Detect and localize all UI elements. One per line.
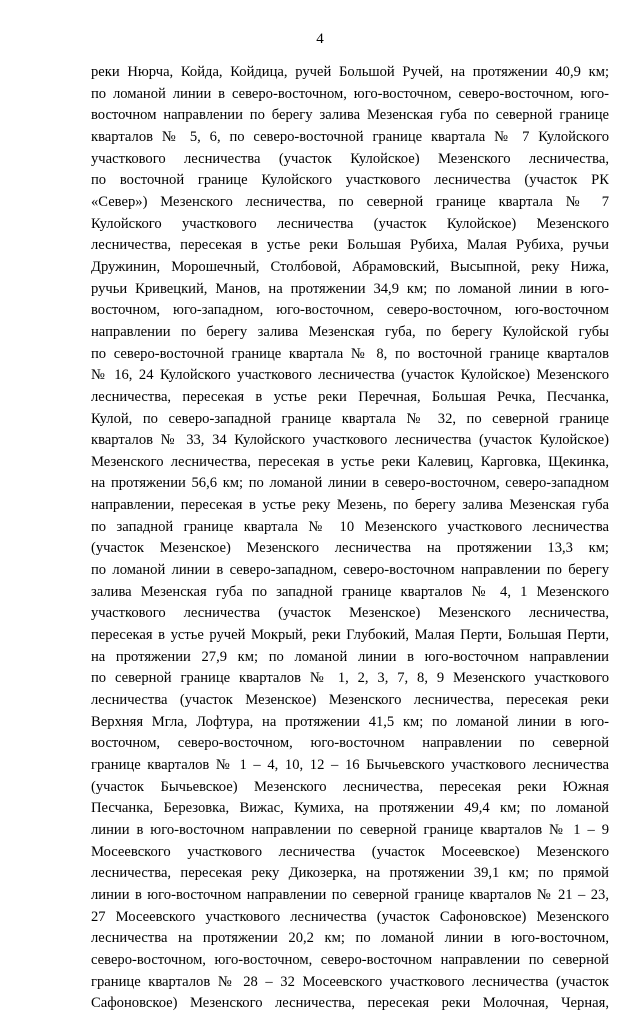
text-line: «Север») Мезенского лесничества, по северной границе квартала № 7: [91, 193, 609, 210]
text-line: лесничества, пересекая реку Дикозерка, на протяжении 39,1 км; по прямой: [91, 865, 609, 882]
text-line: участкового лесничества (участок Мезенское) Мезенского лесничества,: [91, 605, 609, 622]
text-line: ручьи Кривецкий, Манов, на протяжении 34,9 км; по ломаной линии в юго-: [91, 280, 609, 297]
text-line: по западной границе квартала № 10 Мезенского участкового лесничества: [91, 518, 609, 535]
text-line: линии в юго-восточном направлении по северной границе кварталов № 21 – 23,: [91, 886, 609, 903]
text-line: реки Нюрча, Койда, Койдица, ручей Большой Ручей, на протяжении 40,9 км;: [91, 64, 609, 80]
text-line: восточном, северо-восточном, юго-восточном направлении по северной: [91, 735, 609, 752]
text-line: № 16, 24 Кулойского участкового лесничества (участок Кулойское) Мезенского: [91, 367, 609, 384]
text-line: Мосеевского участкового лесничества (участок Мосеевское) Мезенского: [91, 843, 609, 860]
text-line: лесничества, пересекая в устье реки Большая Рубиха, Малая Рубиха, ручьи: [91, 237, 609, 254]
text-line: кварталов № 33, 34 Кулойского участкового лесничества (участок Кулойское): [91, 432, 609, 449]
text-line: кварталов № 5, 6, по северо-восточной границе квартала № 7 Кулойского: [91, 128, 609, 145]
text-line: лесничества, пересекая в устье реки Перечная, Большая Речка, Песчанка,: [91, 388, 609, 405]
text-line: северо-восточном, юго-восточном, северо-восточном направлении по северной: [91, 951, 609, 968]
body-text: [91, 62, 609, 1015]
text-line: по северо-восточной границе квартала № 8, по восточной границе кварталов: [91, 345, 609, 362]
text-line: по восточной границе Кулойского участкового лесничества (участок РК: [91, 172, 609, 189]
text-line: залива Мезенская губа по западной границе кварталов № 4, 1 Мезенского: [91, 583, 609, 600]
text-line: линии в юго-восточном направлении по северной границе кварталов № 1 – 9: [91, 821, 609, 838]
text-line: на протяжении 56,6 км; по ломаной линии в северо-восточном, северо-западном: [91, 475, 609, 492]
text-line: на протяжении 27,9 км; по ломаной линии в юго-восточном направлении: [91, 648, 609, 665]
text-line: по ломаной линии в северо-восточном, юго-восточном, северо-восточном, юго-: [91, 85, 609, 102]
text-line: Мезенского лесничества, пересекая в устье реки Калевиц, Карговка, Щекинка,: [91, 453, 609, 470]
text-line: Сафоновское) Мезенского лесничества, пересекая реки Молочная, Черная,: [91, 995, 609, 1012]
text-line: направлении, пересекая в устье реку Мезень, по берегу залива Мезенская губа: [91, 497, 609, 514]
text-line: лесничества (участок Мезенское) Мезенского лесничества, пересекая реки: [91, 692, 609, 709]
text-line: участкового лесничества (участок Кулойское) Мезенского лесничества,: [91, 150, 609, 167]
text-line: по северной границе кварталов № 1, 2, 3, 7, 8, 9 Мезенского участкового: [91, 670, 609, 687]
text-line: лесничества на протяжении 20,2 км; по ломаной линии в юго-восточном,: [91, 930, 609, 947]
text-line: Дружинин, Морошечный, Столбовой, Абрамовский, Высыпной, реку Нижа,: [91, 258, 609, 275]
page-number: 4: [316, 31, 324, 47]
text-line: (участок Мезенское) Мезенского лесничества на протяжении 13,3 км;: [91, 540, 609, 557]
text-line: по ломаной линии в северо-западном, северо-восточном направлении по берегу: [91, 562, 609, 579]
text-line: (участок Бычьевское) Мезенского лесничества, пересекая реки Южная: [91, 778, 609, 795]
text-line: Верхняя Мгла, Лофтура, на протяжении 41,5 км; по ломаной линии в юго-: [91, 713, 609, 730]
text-line: Кулойского участкового лесничества (участок Кулойское) Мезенского: [91, 215, 609, 232]
text-line: пересекая в устье ручей Мокрый, реки Глубокий, Малая Перти, Большая Перти,: [91, 627, 609, 644]
text-line: направлении по берегу залива Мезенская губа, по берегу Кулойской губы: [91, 323, 609, 340]
text-line: границе кварталов № 1 – 4, 10, 12 – 16 Бычьевского участкового лесничества: [91, 757, 609, 773]
text-line: восточном, юго-западном, юго-восточном, северо-восточном, юго-восточном: [91, 302, 609, 319]
text-line: восточном направлении по берегу залива Мезенская губа по северной границе: [91, 107, 609, 124]
text-line: границе кварталов № 28 – 32 Мосеевского участкового лесничества (участок: [91, 973, 609, 990]
text-line: 27 Мосеевского участкового лесничества (участок Сафоновское) Мезенского: [91, 908, 609, 925]
text-line: Песчанка, Березовка, Вижас, Кумиха, на протяжении 49,4 км; по ломаной: [91, 800, 609, 817]
text-line: Кулой, по северо-западной границе квартала № 32, по северной границе: [91, 410, 609, 427]
